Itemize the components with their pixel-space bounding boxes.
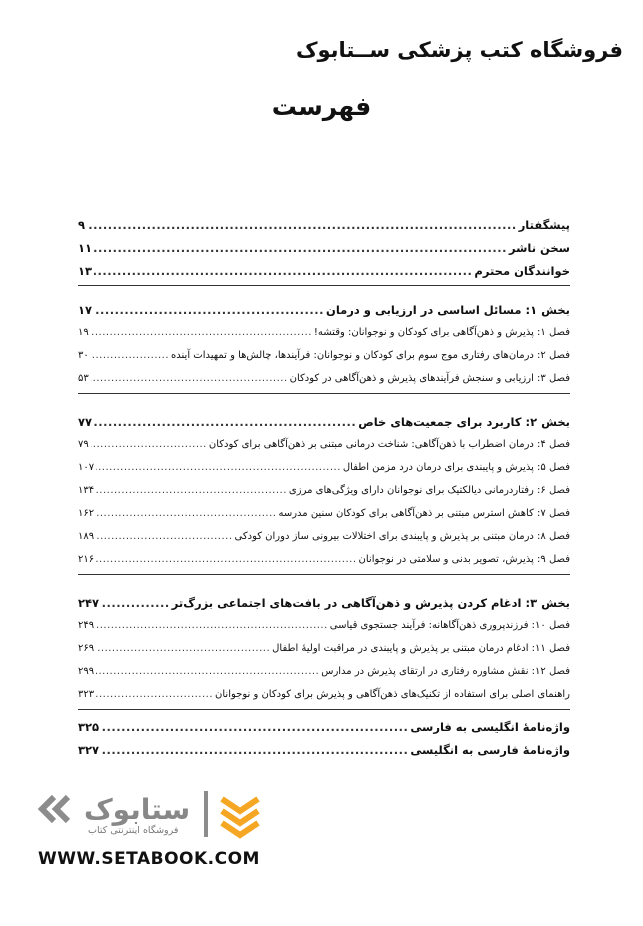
toc-entry: فصل ۸: درمان مبتنی بر پذیرش و پایبندی برای اختلالات بیرونی ساز دوران کودکی ..... ۱۸۹ [78, 522, 570, 545]
table-of-contents [78, 210, 570, 758]
toc-entry: فصل ۴: درمان اضطراب با ذهن‌آگاهی: شناخت درمانی مبتنی بر ذهن‌آگاهی برای کودکان ..... ۷۹ [78, 430, 570, 453]
toc-entry: فصل ۶: رفتاردرمانی دیالکتیک برای نوجوانان دارای ویژگی‌های مرزی ..... ۱۳۴ [78, 476, 570, 499]
store-title: فروشگاه کتب پزشکی ســتابوک [295, 38, 623, 62]
divider [78, 709, 570, 710]
logo-subtitle: فروشگاه اینترنتی کتاب [88, 825, 179, 836]
toc-entry: فصل ۱۱: ادغام درمان مبتنی بر پذیرش و پایبندی در مراقبت اولیهٔ اطفال ..... ۲۶۹ [78, 634, 570, 657]
toc-entry: پیشگفتار ..... ۹ [78, 210, 570, 233]
toc-entry: فصل ۱: پذیرش و ذهن‌آگاهی برای کودکان و نوجوانان: وقتشه! ..... ۱۹ [78, 318, 570, 341]
setabook-logo [24, 785, 274, 845]
toc-part-heading: بخش ۱: مسائل اساسی در ارزیابی و درمان ..... ۱۷ [78, 288, 570, 318]
toc-entry: فصل ۱۰: فرزندپروری ذهن‌آگاهانه: فرآیند جستجوی قیاسی ..... ۲۴۹ [78, 611, 570, 634]
toc-entry: فصل ۳: ارزیابی و سنجش فرآیندهای پذیرش و ذهن‌آگاهی در کودکان ..... ۵۳ [78, 364, 570, 387]
toc-entry: سخن ناشر ..... ۱۱ [78, 233, 570, 256]
divider [78, 574, 570, 575]
toc-part-heading: بخش ۳: ادغام کردن پذیرش و ذهن‌آگاهی در بافت‌های اجتماعی بزرگ‌تر ..... ۲۴۷ [78, 577, 570, 611]
toc-title: فهرست [271, 92, 372, 121]
toc-entry: خوانندگان محترم ..... ۱۳ [78, 256, 570, 279]
divider [78, 393, 570, 394]
website-url: WWW.SETABOOK.COM [38, 849, 260, 869]
toc-entry: واژه‌نامهٔ فارسی به انگلیسی ..... ۳۲۷ [78, 735, 570, 758]
toc-entry: فصل ۱۲: نقش مشاوره رفتاری در ارتقای پذیرش در مدارس ..... ۲۹۹ [78, 657, 570, 680]
toc-entry: فصل ۷: کاهش استرس مبتنی بر ذهن‌آگاهی برای کودکان سنین مدرسه ..... ۱۶۲ [78, 499, 570, 522]
toc-entry: فصل ۹: پذیرش، تصویر بدنی و سلامتی در نوجوانان ..... ۲۱۶ [78, 545, 570, 568]
toc-entry: فصل ۲: درمان‌های رفتاری موج سوم برای کودکان و نوجوانان: فرآیندها، چالش‌ها و تمهیدات آینده ..... ۳۰ [78, 341, 570, 364]
logo-text: ستابوک [84, 793, 191, 826]
toc-entry: واژه‌نامهٔ انگلیسی به فارسی ..... ۳۲۵ [78, 712, 570, 735]
toc-part-heading: بخش ۲: کاربرد برای جمعیت‌های خاص ..... ۷۷ [78, 396, 570, 430]
toc-entry: راهنمای اصلی برای استفاده از تکنیک‌های ذهن‌آگاهی و پذیرش برای کودکان و نوجوانان ..... ۳۲۳ [78, 680, 570, 703]
toc-entry: فصل ۵: پذیرش و پایبندی برای درمان درد مزمن اطفال ..... ۱۰۷ [78, 453, 570, 476]
divider [78, 285, 570, 286]
